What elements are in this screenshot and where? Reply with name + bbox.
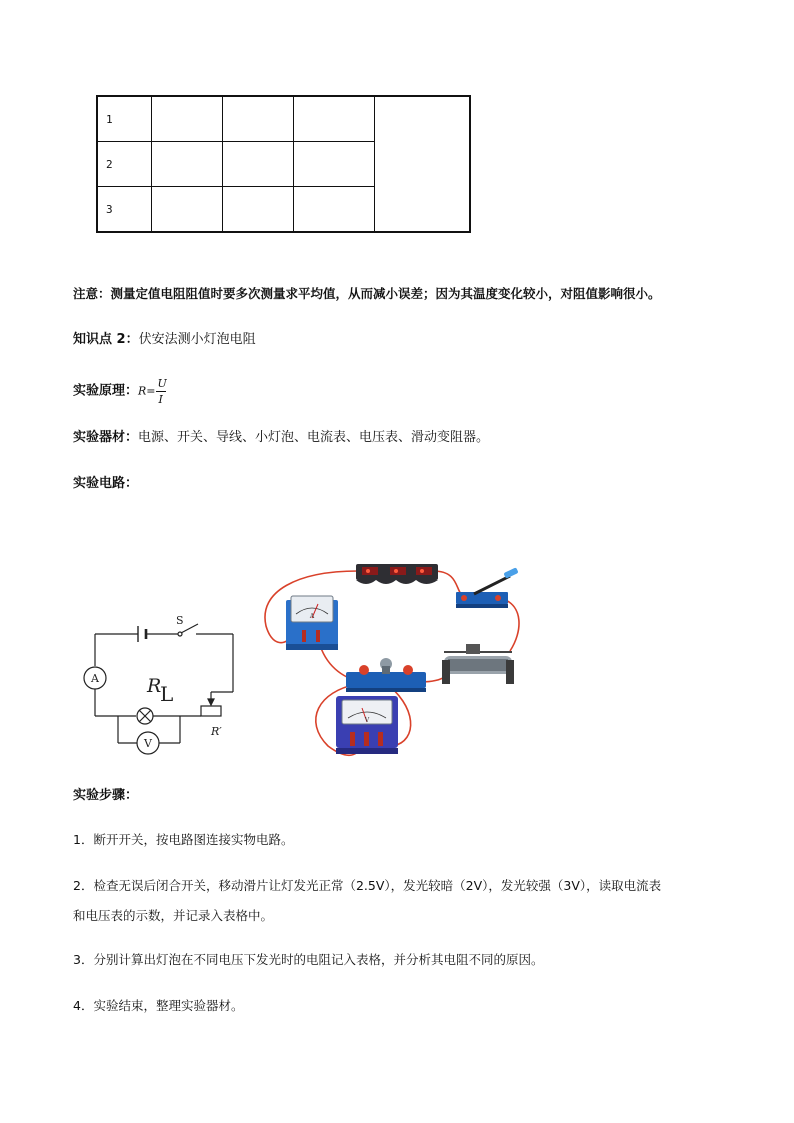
circuit-schematic (70, 600, 245, 760)
ammeter-face-label: A (309, 613, 315, 620)
table-cell (294, 142, 375, 187)
equipment-line (73, 428, 489, 448)
knowledge-point-title: 伏安法测小灯泡电阻 (138, 332, 256, 347)
rheostat-icon (442, 644, 514, 684)
apparatus-illustration (258, 556, 530, 760)
table-cell-index: 3 (97, 187, 152, 233)
table-cell-merged (375, 96, 471, 232)
voltmeter-icon (336, 696, 398, 754)
table-cell-index: 1 (97, 96, 152, 142)
formula-numerator: U (157, 377, 167, 390)
step-1: 1．断开开关，按电路图连接实物电路。 (73, 832, 294, 847)
switch-label: S (176, 614, 184, 627)
formula-denominator: I (158, 393, 163, 406)
data-table (96, 95, 471, 233)
equipment-label: 实验器材： (73, 430, 139, 445)
bulb-holder-icon (346, 658, 426, 692)
knowledge-point-heading (73, 330, 256, 350)
table-cell (223, 142, 294, 187)
equipment-text: 电源、开关、导线、小灯泡、电流表、电压表、滑动变阻器。 (138, 430, 490, 445)
formula-fraction (156, 376, 168, 406)
table-cell (152, 142, 223, 187)
table-row (97, 96, 470, 142)
lamp-label-sub: L (160, 682, 174, 706)
note-text: 测量定值电阻阻值时要多次测量求平均值，从而减小误差；因为其温度变化较小，对阻值影响很小。 (110, 286, 661, 301)
table-cell (152, 96, 223, 142)
ammeter-icon (286, 596, 338, 650)
table-cell (294, 96, 375, 142)
table-cell (152, 187, 223, 233)
lamp-label-r: R (147, 675, 162, 697)
note-paragraph (73, 284, 661, 304)
principle-label: 实验原理： (73, 383, 139, 399)
step-2: 2．检查无误后闭合开关，移动滑片让灯发光正常（2.5V），发光较暗（2V），发光较强（3V），读取电流表 (73, 878, 662, 893)
voltmeter-face-label: V (364, 717, 370, 724)
step-2-continued: 和电压表的示数，并记录入表格中。 (73, 908, 274, 923)
step-3: 3．分别计算出灯泡在不同电压下发光时的电阻记入表格，并分析其电阻不同的原因。 (73, 952, 544, 967)
table-cell (223, 96, 294, 142)
battery-pack-icon (356, 564, 438, 584)
circuit-label: 实验电路： (73, 476, 139, 491)
steps-label: 实验步骤： (73, 788, 139, 803)
formula-lhs: R= (138, 384, 156, 398)
ammeter-symbol-label: A (91, 672, 99, 685)
table-cell (223, 187, 294, 233)
step-4: 4．实验结束，整理实验器材。 (73, 998, 244, 1013)
rheostat-label: R′ (211, 725, 222, 738)
principle-line (73, 376, 168, 406)
note-label: 注意： (73, 286, 111, 301)
knowledge-point-label: 知识点 2： (73, 332, 139, 347)
voltmeter-symbol-label: V (144, 737, 152, 750)
table-cell-index: 2 (97, 142, 152, 187)
table-cell (294, 187, 375, 233)
